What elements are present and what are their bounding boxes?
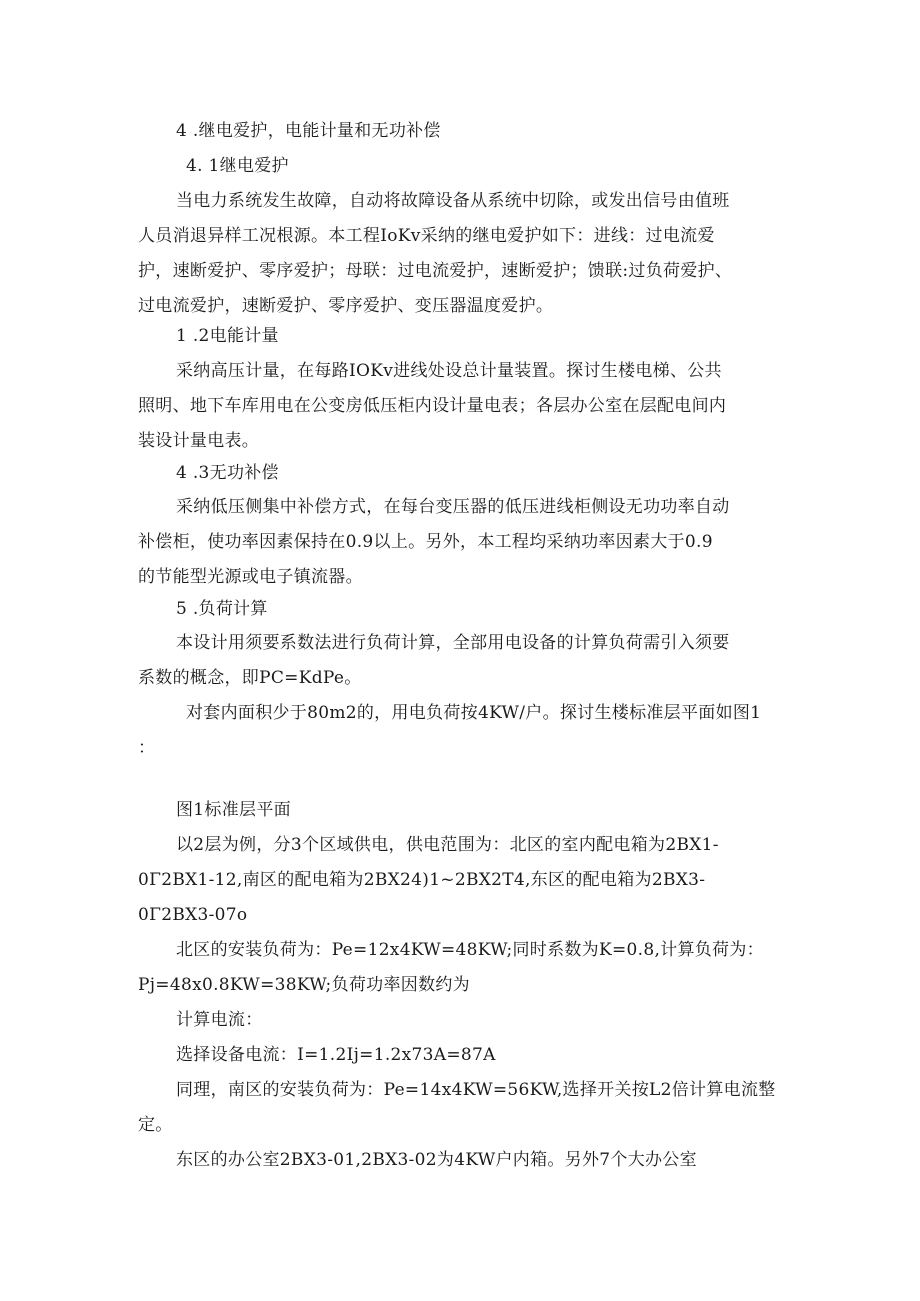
section-heading: 5 .负荷计算 bbox=[176, 599, 268, 619]
paragraph-line: Pj=48x0.8KW=38KW;负荷功率因数约为 bbox=[138, 975, 470, 995]
paragraph-line: 计算电流： bbox=[176, 1010, 263, 1030]
paragraph-line: 照明、地下车库用电在公变房低压柜内设计量电表；各层办公室在层配电间内 bbox=[138, 396, 727, 416]
paragraph-line: 0Γ2BX1-12,南区的配电箱为2BX24)1~2BX2T4,东区的配电箱为2BX3- bbox=[138, 870, 706, 890]
paragraph-line: 0Γ2BX3-07o bbox=[138, 905, 248, 925]
paragraph-line: 选择设备电流：I=1.2Ij=1.2x73A=87A bbox=[176, 1045, 496, 1065]
paragraph-line: ： bbox=[138, 738, 156, 758]
paragraph-line: 的节能型光源或电子镇流器。 bbox=[138, 567, 363, 587]
paragraph-line: 同理，南区的安装负荷为：Pe=14x4KW=56KW,选择开关按L2倍计算电流整 bbox=[176, 1080, 776, 1100]
subsection-heading: 4 .3无功补偿 bbox=[176, 463, 279, 483]
paragraph-line: 人员消退异样工况根源。本工程IoKv采纳的继电爱护如下：进线：过电流爱 bbox=[138, 226, 715, 246]
paragraph-line: 本设计用须要系数法进行负荷计算，全部用电设备的计算负荷需引入须要 bbox=[176, 633, 730, 653]
subsection-heading: 1 .2电能计量 bbox=[176, 326, 279, 346]
subsection-heading: 4. 1继电爱护 bbox=[186, 156, 289, 176]
paragraph-line: 系数的概念，即PC=KdPe。 bbox=[138, 668, 362, 688]
paragraph-line: 补偿柜，使功率因素保持在0.9以上。另外，本工程均采纳功率因素大于0.9 bbox=[138, 532, 713, 552]
paragraph-line: 采纳低压侧集中补偿方式，在每台变压器的低压进线柜侧设无功功率自动 bbox=[176, 497, 730, 517]
figure-caption: 图1标准层平面 bbox=[176, 800, 291, 820]
paragraph-line: 北区的安装负荷为：Pe=12x4KW=48KW;同时系数为K=0.8,计算负荷为： bbox=[176, 940, 764, 960]
paragraph-line: 对套内面积少于80m2的，用电负荷按4KW/户。探讨生楼标准层平面如图1 bbox=[186, 703, 762, 723]
paragraph-line: 采纳高压计量，在每路IOKv进线处设总计量装置。探讨生楼电梯、公共 bbox=[176, 361, 722, 381]
paragraph-line: 过电流爱护，速断爱护、零序爱护、变压器温度爱护。 bbox=[138, 296, 554, 316]
paragraph-line: 护，速断爱护、零序爱护；母联：过电流爱护，速断爱护；馈联:过负荷爱护、 bbox=[138, 261, 733, 281]
paragraph-line: 以2层为例，分3个区域供电，供电范围为：北区的室内配电箱为2BX1- bbox=[176, 835, 719, 855]
paragraph-line: 东区的办公室2BX3-01,2BX3-02为4KW户内箱。另外7个大办公室 bbox=[176, 1150, 697, 1170]
paragraph-line: 装设计量电表。 bbox=[138, 431, 260, 451]
paragraph-line: 当电力系统发生故障，自动将故障设备从系统中切除，或发出信号由值班 bbox=[176, 191, 730, 211]
section-heading: 4 .继电爱护，电能计量和无功补偿 bbox=[176, 121, 441, 141]
paragraph-line: 定。 bbox=[138, 1115, 173, 1135]
